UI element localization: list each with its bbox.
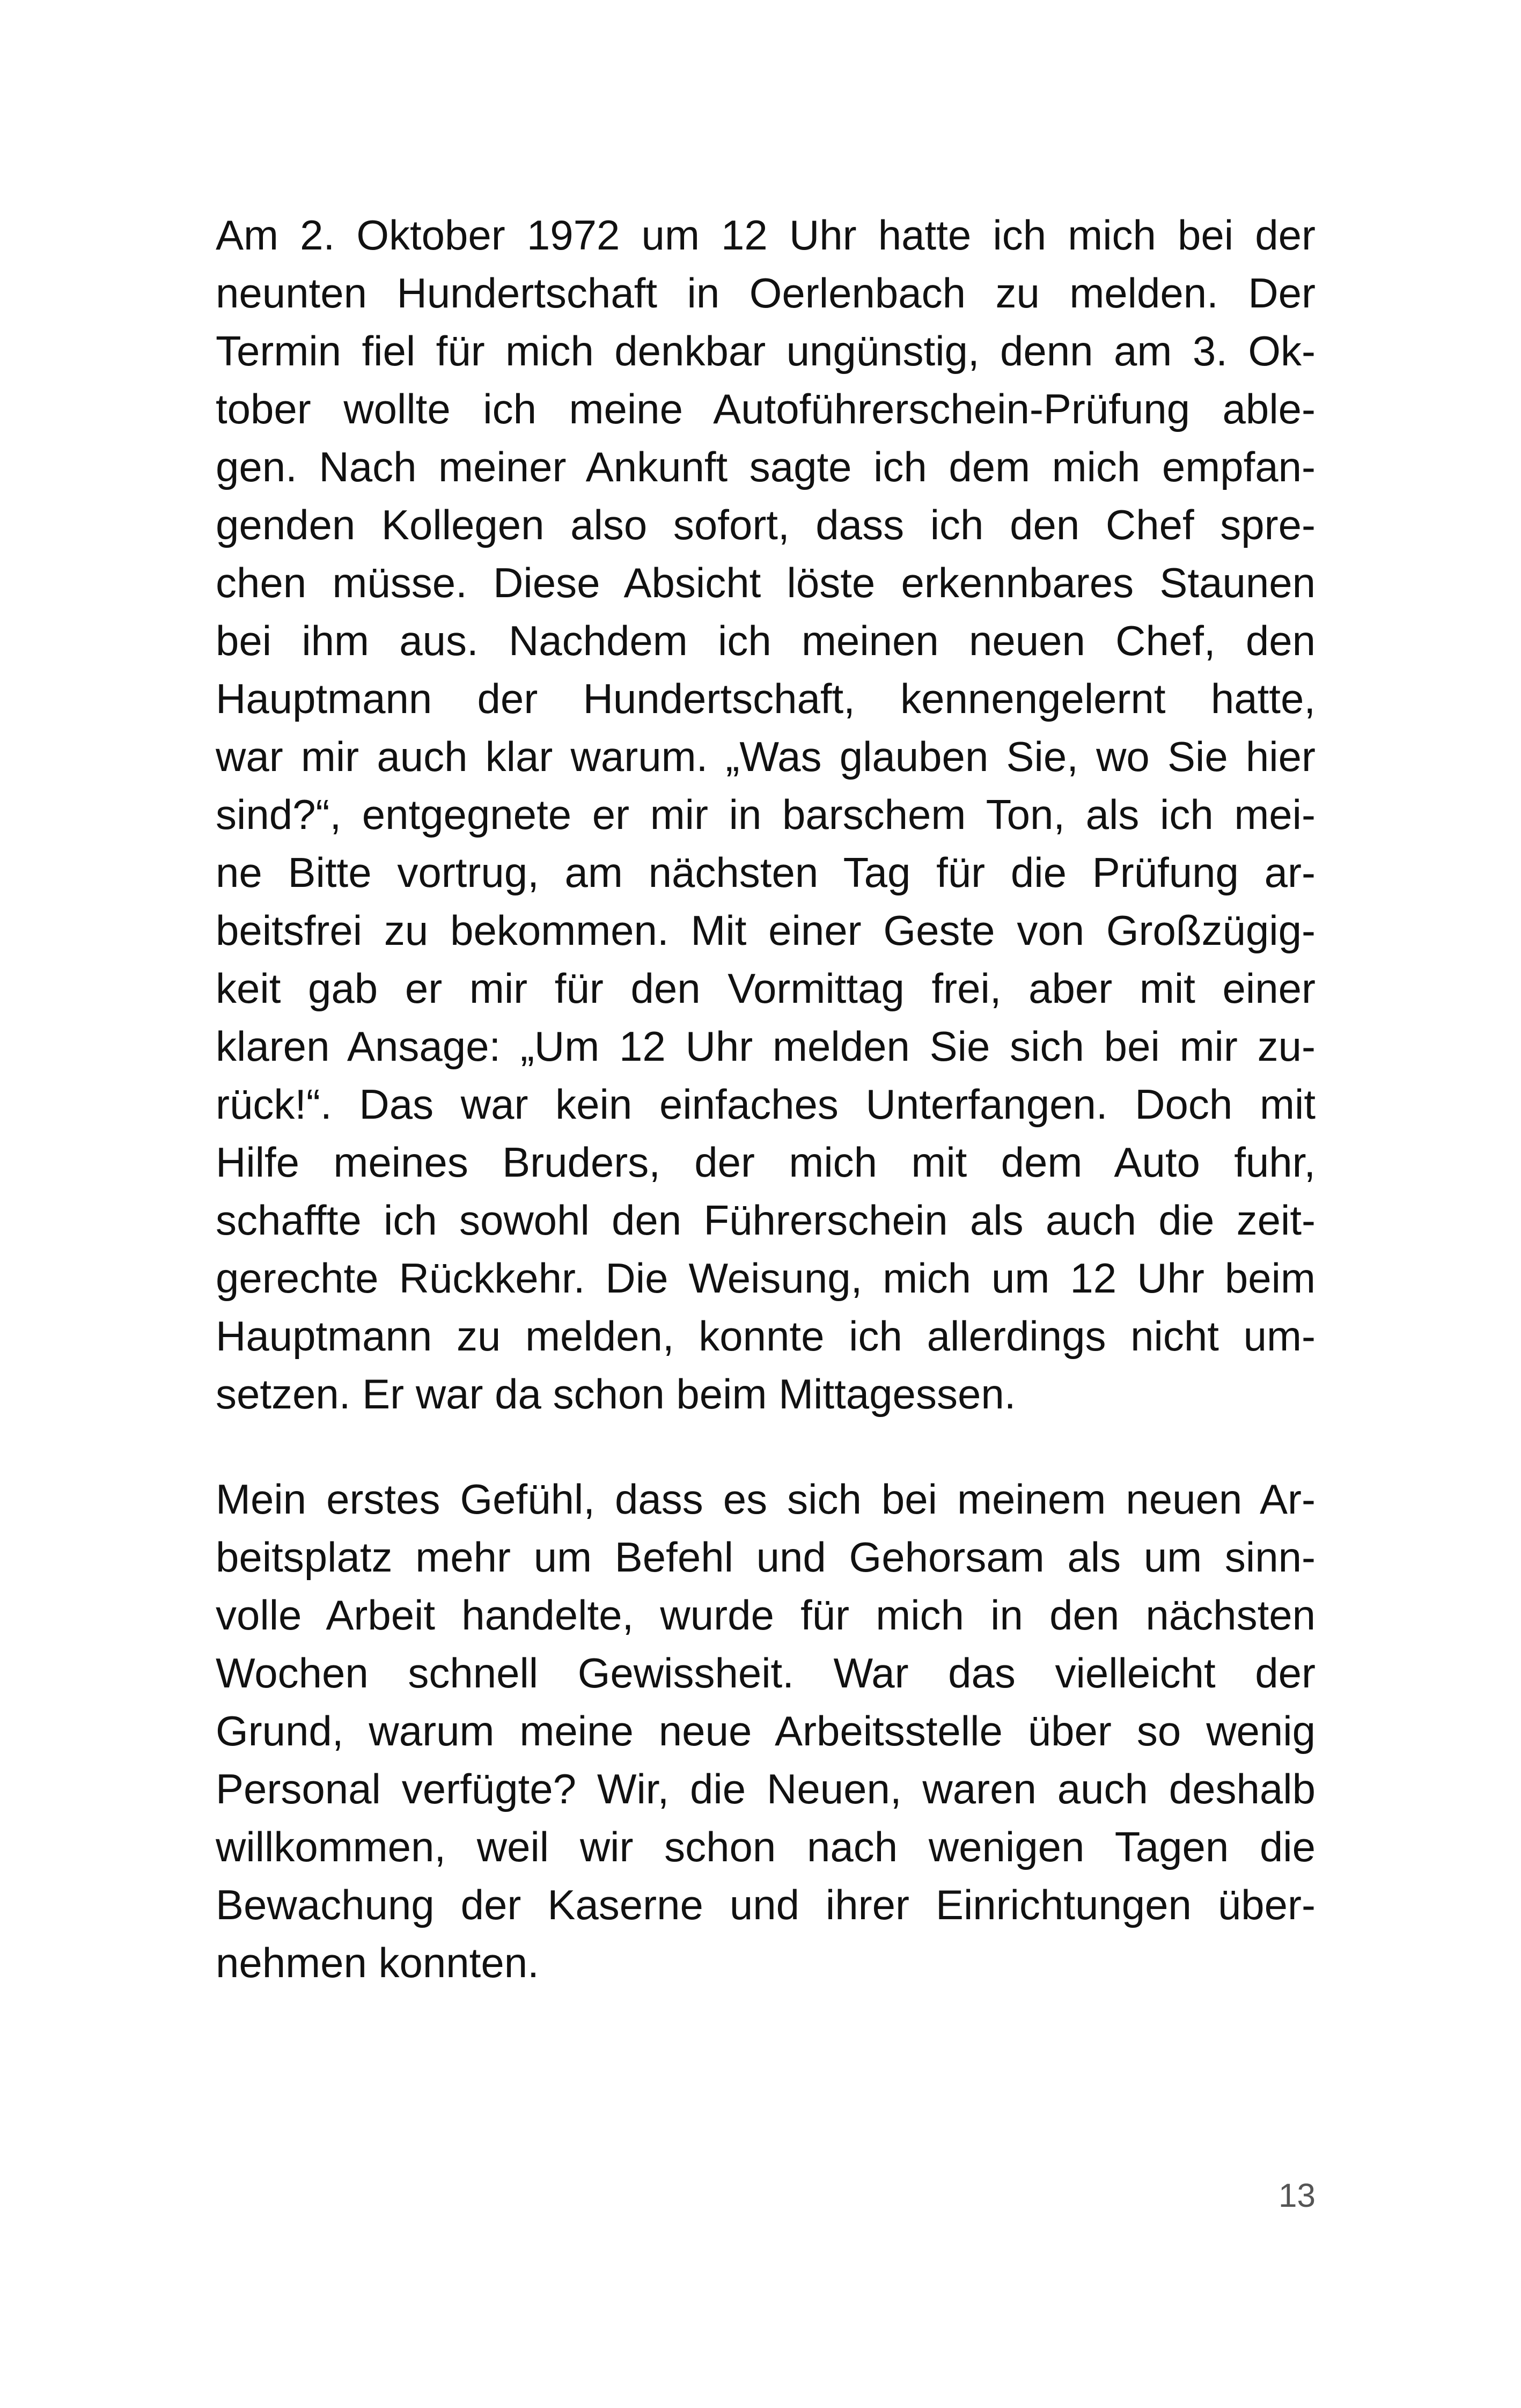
text-line: beitsfrei zu bekommen. Mit einer Geste von Großzügig- <box>216 907 1316 954</box>
text-line: gen. Nach meiner Ankunft sagte ich dem mich empfan- <box>216 443 1316 490</box>
text-line: chen müsse. Diese Absicht löste erkennbares Staunen <box>216 559 1316 606</box>
text-line: genden Kollegen also sofort, dass ich den Chef spre- <box>216 501 1316 548</box>
text-line: Personal verfügte? Wir, die Neuen, waren auch deshalb <box>216 1765 1316 1812</box>
paragraph-1 <box>216 206 1316 1423</box>
text-line: keit gab er mir für den Vormittag frei, aber mit einer <box>216 965 1316 1012</box>
text-line: volle Arbeit handelte, wurde für mich in den nächsten <box>216 1591 1316 1639</box>
text-line: Termin fiel für mich denkbar ungünstig, denn am 3. Ok- <box>216 327 1316 375</box>
text-line: Mein erstes Gefühl, dass es sich bei meinem neuen Ar- <box>216 1475 1316 1523</box>
text-line: nehmen konnten. <box>216 1939 539 1986</box>
page-number: 13 <box>1278 2177 1316 2214</box>
text-line: Grund, warum meine neue Arbeitsstelle über so wenig <box>216 1707 1316 1754</box>
text-line: rück!“. Das war kein einfaches Unterfangen. Doch mit <box>216 1081 1316 1128</box>
text-line: klaren Ansage: „Um 12 Uhr melden Sie sich bei mir zu- <box>216 1023 1316 1070</box>
text-line: bei ihm aus. Nachdem ich meinen neuen Chef, den <box>216 617 1316 664</box>
text-line: beitsplatz mehr um Befehl und Gehorsam als um sinn- <box>216 1533 1316 1581</box>
paragraph-2 <box>216 1470 1316 1992</box>
text-line: Am 2. Oktober 1972 um 12 Uhr hatte ich mich bei der <box>216 211 1316 259</box>
text-line: Hauptmann der Hundertschaft, kennengelernt hatte, <box>216 675 1316 722</box>
text-line: neunten Hundertschaft in Oerlenbach zu melden. Der <box>216 269 1316 317</box>
text-line: Wochen schnell Gewissheit. War das vielleicht der <box>216 1649 1316 1697</box>
text-line: tober wollte ich meine Autoführerschein-Prüfung able- <box>216 385 1316 432</box>
text-line: war mir auch klar warum. „Was glauben Sie, wo Sie hier <box>216 733 1316 780</box>
text-line: gerechte Rückkehr. Die Weisung, mich um 12 Uhr beim <box>216 1254 1316 1302</box>
text-line: schaffte ich sowohl den Führerschein als auch die zeit- <box>216 1196 1316 1244</box>
text-line: sind?“, entgegnete er mir in barschem Ton, als ich mei- <box>216 791 1316 838</box>
text-line: setzen. Er war da schon beim Mittagessen. <box>216 1370 1016 1418</box>
text-line: Bewachung der Kaserne und ihrer Einrichtungen über- <box>216 1881 1316 1928</box>
text-line: willkommen, weil wir schon nach wenigen Tagen die <box>216 1823 1316 1870</box>
text-line: Hauptmann zu melden, konnte ich allerdings nicht um- <box>216 1312 1316 1360</box>
text-line: Hilfe meines Bruders, der mich mit dem Auto fuhr, <box>216 1139 1316 1186</box>
text-line: ne Bitte vortrug, am nächsten Tag für die Prüfung ar- <box>216 849 1316 896</box>
